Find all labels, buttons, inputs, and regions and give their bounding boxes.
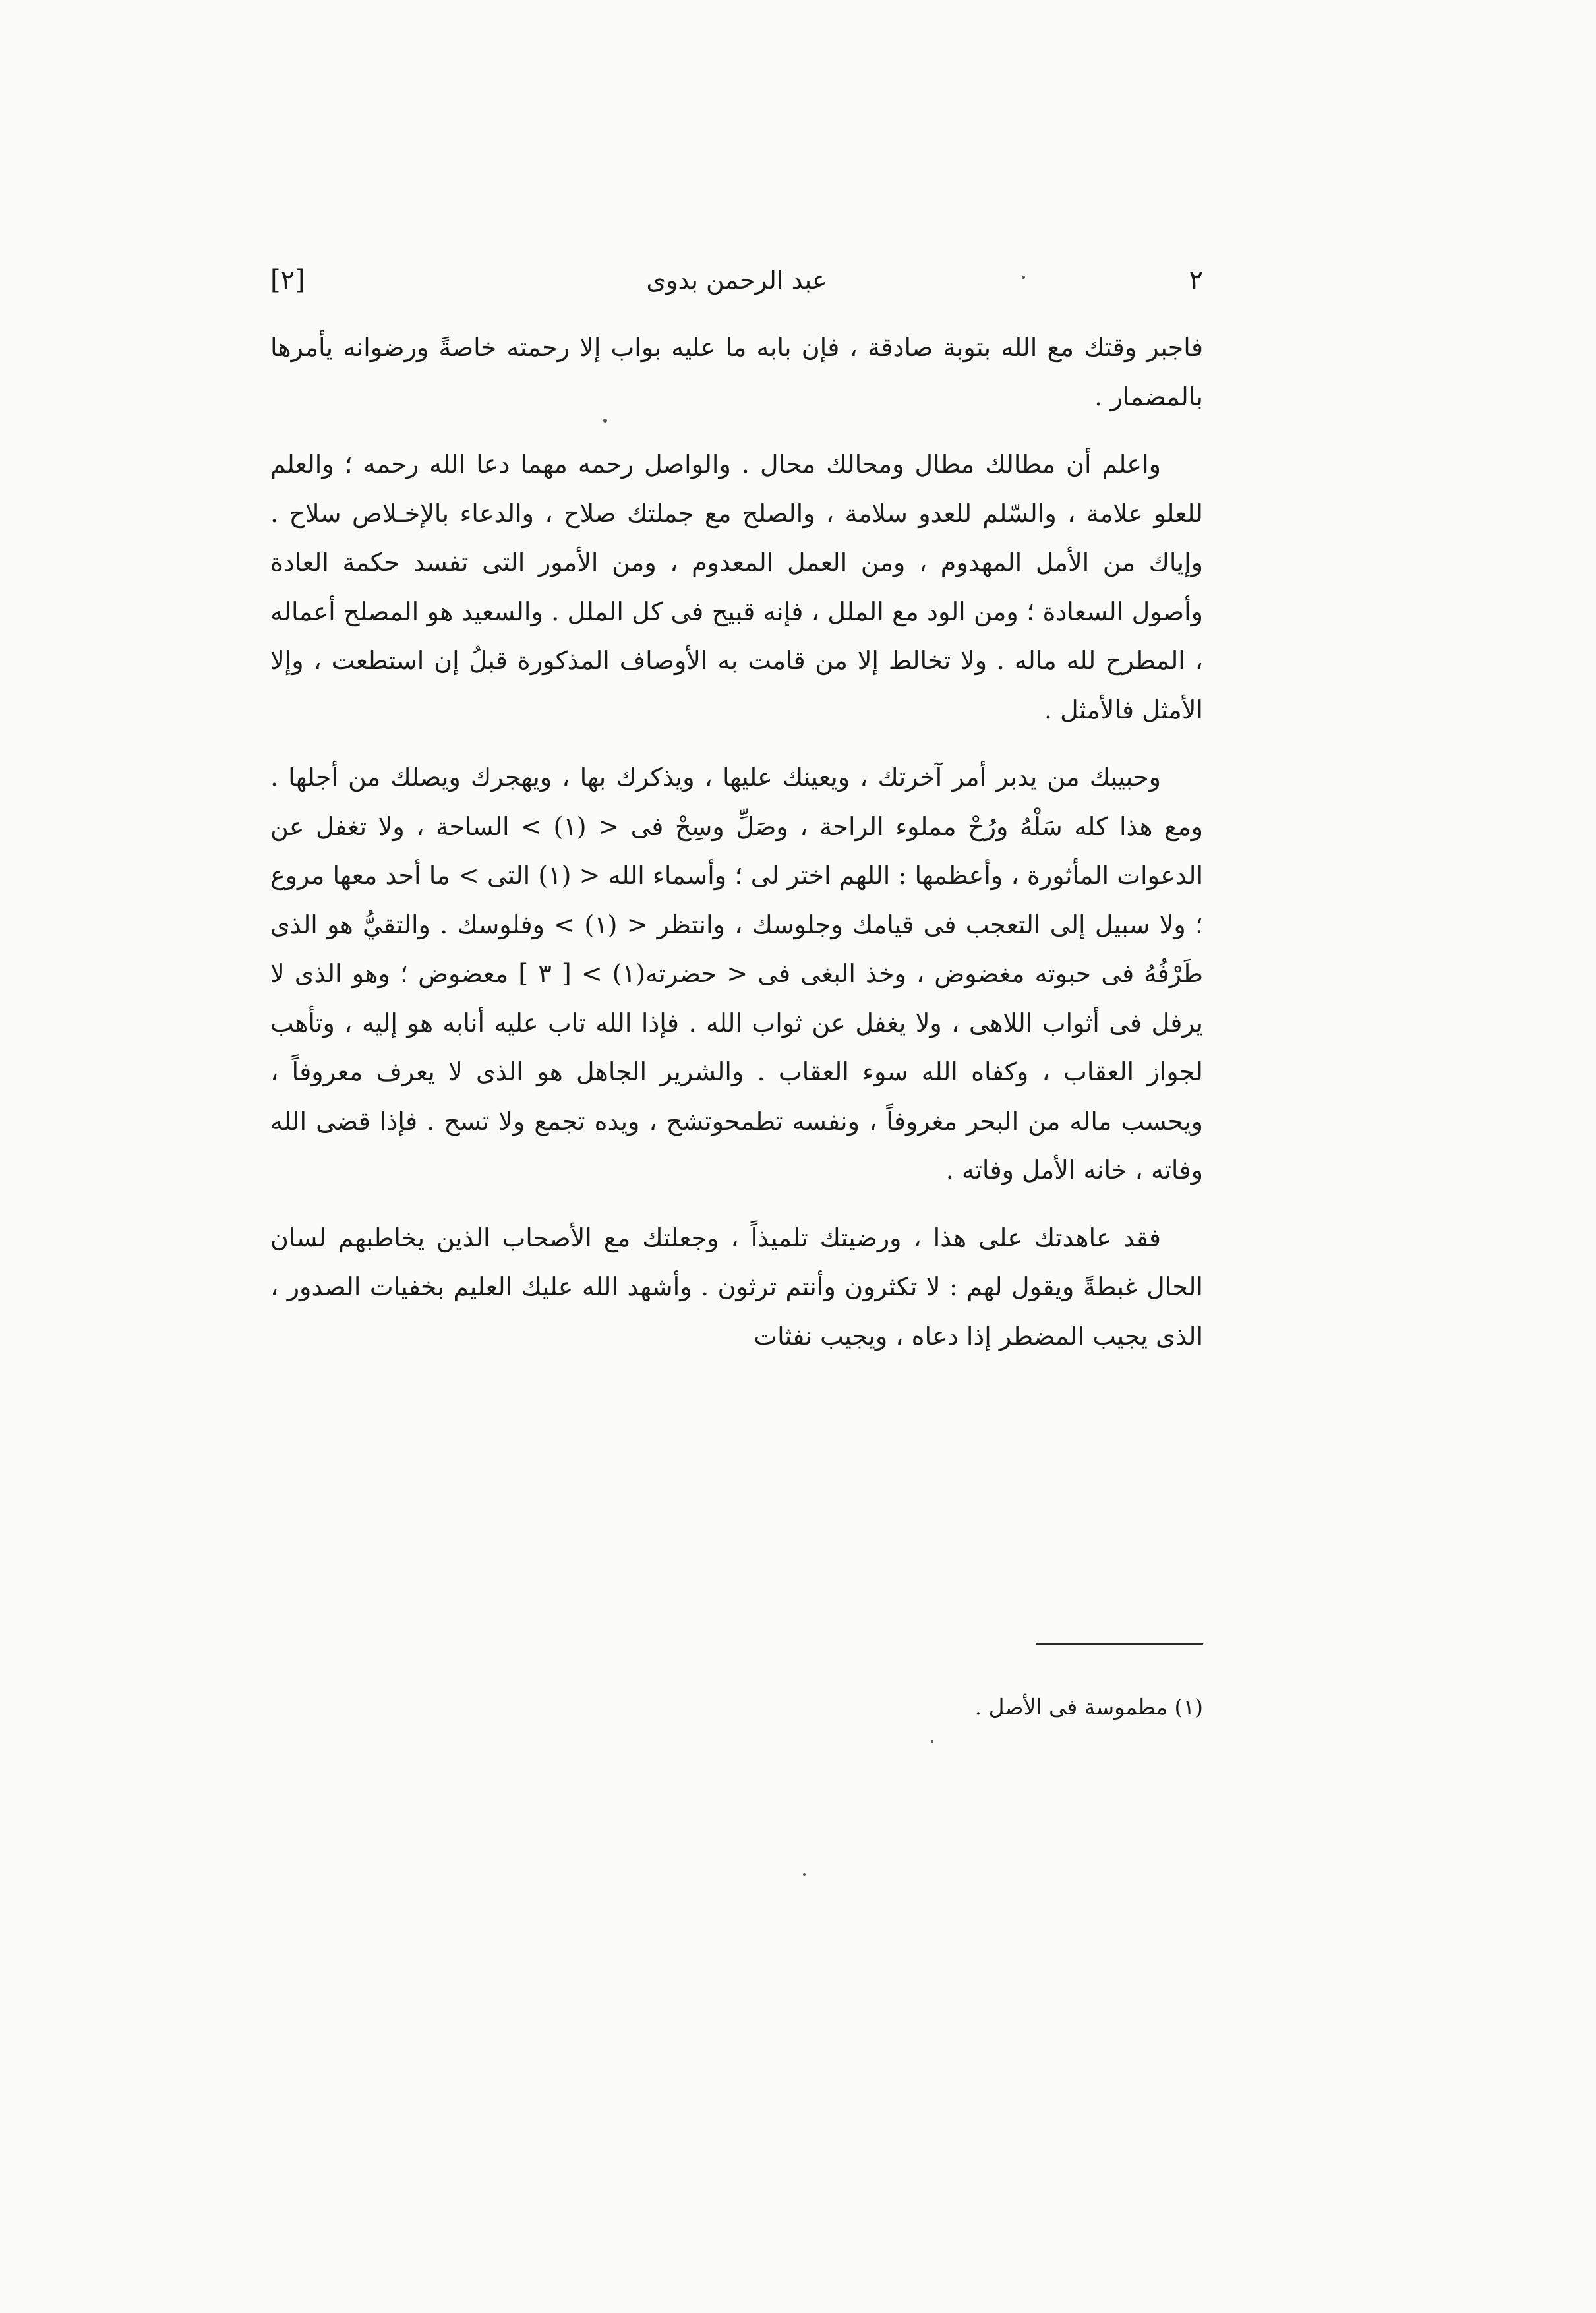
running-title: عبد الرحمن بدوى [646,266,827,295]
paragraph-4: فقد عاهدتك على هذا ، ورضيتك تلميذاً ، وجعلتك مع الأصحاب الذين يخاطبهم لسان الحال غبطةً ويقول لهم : لا تكثرون وأنتم ترثون . وأشهد الله عليك العليم بخفيات الصدور ، الذى يجيب المضطر إذا دعاه ، ويجيب نفثات [270,1223,1203,1351]
page-header [270,260,1203,300]
page-number: ٢ [1189,265,1203,295]
paragraph-3: وحبيبك من يدبر أمر آخرتك ، ويعينك عليها ، ويذكرك بها ، ويهجرك ويصلك من أجلها . ومع هذا كله سَلْهُ ورُحْ مملوء الراحة ، وصَلِّ وسِحْ فى < (١) > الساحة ، ولا تغفل عن الدعوات المأثورة ، وأعظمها : اللهم اختر لى ؛ وأسماء الله < (١) التى > ما أحد معها مروع ؛ ولا سبيل إلى التعجب فى قيامك وجلوسك ، وانتظر < (١) > وفلوسك . والتقيُّ هو الذى طَرْفُهُ فى حبوته مغضوض ، وخذ البغى فى < حضرته(١) > [ ٣ ] معضوض ؛ وهو الذى لا يرفل فى أثواب اللاهى ، ولا يغفل عن ثواب الله . فإذا الله تاب عليه أنابه هو إليه ، وتأهب لجواز العقاب ، وكفاه الله سوء العقاب . والشرير الجاهل هو الذى لا يعرف معروفاً ، ويحسب ماله من البحر مغروفاً ، ونفسه تطمحوتشح ، ويده تجمع ولا تسح . فإذا قضى الله وفاته ، خانه الأمل وفاته . [270,763,1203,1185]
scan-speck [803,1873,806,1876]
paragraph-1: فاجبر وقتك مع الله بتوبة صادقة ، فإن بابه ما عليه بواب إلا رحمته خاصةً ورضوانه يأمرها بالمضمار . [270,333,1203,411]
manuscript-folio: [٢] [270,265,305,295]
footnote: (١) مطموسة فى الأصل . [974,1694,1203,1720]
scan-speck [603,419,607,423]
paragraph-2: واعلم أن مطالك مطال ومحالك محال . والواصل رحمه مهما دعا الله رحمه ؛ والعلم للعلو علامة ، والسّلم للعدو سلامة ، والصلح مع جملتك صلاح ، والدعاء بالإخـلاص سلاح . وإياك من الأمل المهدوم ، ومن العمل المعدوم ، ومن الأمور التى تفسد حكمة العادة وأصول السعادة ؛ ومن الود مع الملل ، فإنه قبيح فى كل الملل . والسعيد هو المصلح أعماله ، المطرح لله ماله . ولا تخالط إلا من قامت به الأوصاف المذكورة قبلُ إن استطعت ، وإلا الأمثل فالأمثل . [270,450,1203,724]
body-text [270,323,1203,1379]
scan-speck [1022,276,1025,279]
scan-speck [931,1740,933,1743]
footnote-divider [1036,1643,1203,1645]
